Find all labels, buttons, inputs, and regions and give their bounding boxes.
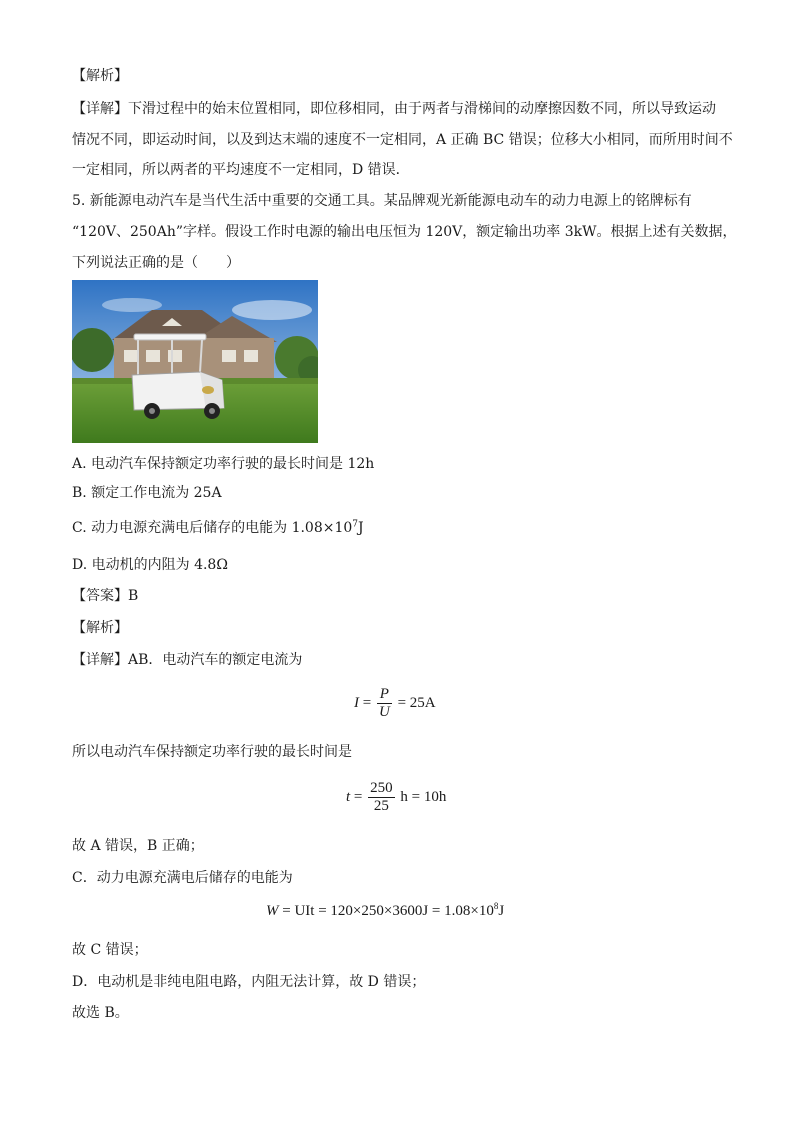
eq3-unit: J — [498, 903, 505, 919]
eq2-fraction — [368, 780, 395, 815]
equation-time: t = $\frac{250}{25}$ h = 10h — [346, 780, 447, 814]
d-text: D．电动机是非纯电阻电路，内阻无法计算，故 D 错误； — [72, 974, 426, 990]
eq1-rhs: = 25A — [397, 694, 436, 711]
option-c — [72, 518, 364, 538]
option-d: D. 电动机的内阻为 4.8Ω — [72, 557, 228, 573]
question-line-2: “120V、250Ah”字样。假设工作时电源的输出电压恒为 120V，额定输出功率 3kW。根据上述有关数据， — [72, 224, 737, 240]
equation-current: I = $\frac{P}{U}$ = 25A — [354, 686, 436, 720]
electric-car-photo — [72, 280, 318, 443]
answer-line: 【答案】B — [72, 588, 139, 604]
eq1-fraction — [377, 686, 392, 721]
question-line-1: 5. 新能源电动汽车是当代生活中重要的交通工具。某品牌观光新能源电动车的动力电源上的铭牌标有 — [72, 193, 692, 209]
eq2-denominator: 25 — [373, 798, 389, 814]
analysis-tag: 【解析】 — [72, 620, 128, 636]
equation-energy — [266, 903, 504, 920]
option-a: A. 电动汽车保持额定功率行驶的最长时间是 12h — [72, 456, 375, 472]
eq1-lhs: I — [354, 694, 359, 711]
time-text: 所以电动汽车保持额定功率行驶的最长时间是 — [72, 744, 352, 760]
eq3-mid: = UIt = 120×250×3600J = 1.08×10 — [282, 903, 494, 919]
eq2-lhs: t — [346, 788, 351, 805]
eq1-numerator: P — [379, 686, 389, 702]
eq1-denominator: U — [378, 704, 390, 720]
detail-ab: 【详解】AB．电动汽车的额定电流为 — [72, 652, 303, 668]
eq3-exponent: 8 — [493, 901, 499, 911]
option-c-unit: J — [358, 520, 364, 536]
option-b: B. 额定工作电流为 25A — [72, 485, 222, 501]
detail-line-1: 【详解】下滑过程中的始末位置相同，即位移相同，由于两者与滑梯间的动摩擦因数不同，所以导致运动 — [72, 101, 716, 117]
eq2-rhs: h = 10h — [400, 788, 447, 805]
question-line-3: 下列说法正确的是（ ） — [72, 255, 240, 271]
final-answer: 故选 B。 — [72, 1005, 129, 1021]
detail-line-3: 一定相同，所以两者的平均速度不一定相同，D 错误． — [72, 162, 410, 178]
detail-line-2: 情况不同，即运动时间，以及到达末端的速度不一定相同，A 正确 BC 错误；位移大小相同，而所用时间不 — [72, 132, 733, 148]
c-text: C．动力电源充满电后储存的电能为 — [72, 870, 293, 886]
eq2-numerator: 250 — [370, 780, 393, 796]
analysis-tag-prev: 【解析】 — [72, 68, 128, 84]
conclusion-c: 故 C 错误； — [72, 942, 148, 958]
option-c-text: C. 动力电源充满电后储存的电能为 1.08×10 — [72, 520, 353, 536]
option-c-exponent: 7 — [352, 519, 359, 530]
conclusion-ab: 故 A 错误，B 正确； — [72, 838, 204, 854]
eq3-lhs: W — [266, 903, 279, 919]
